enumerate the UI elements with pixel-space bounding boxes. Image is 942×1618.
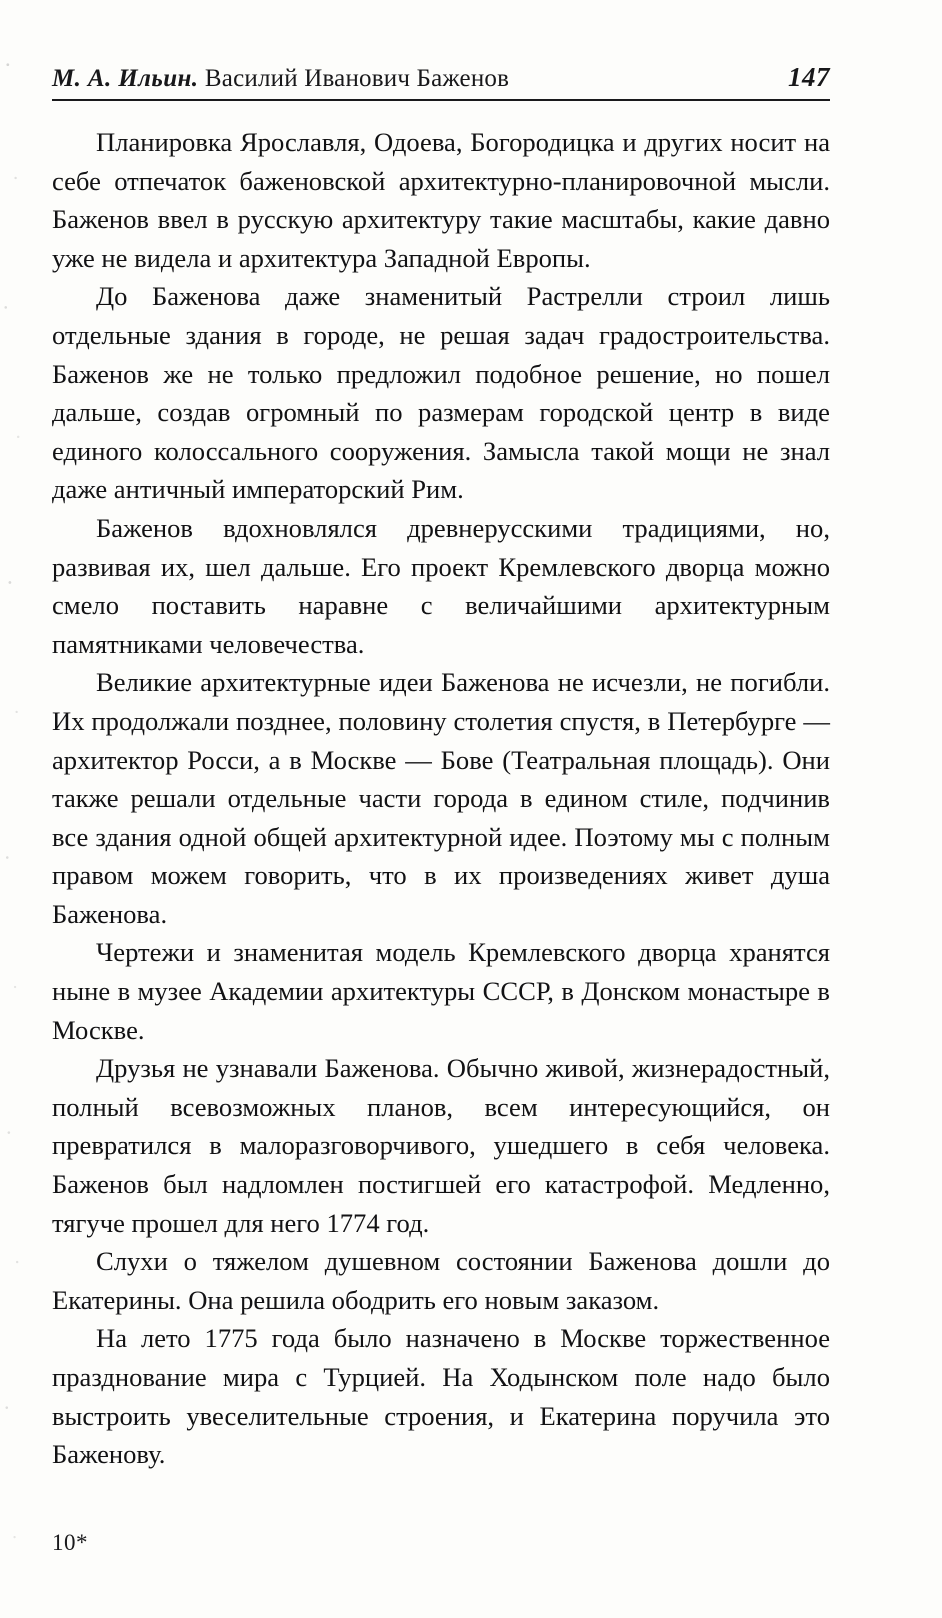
running-head-title: Василий Иванович Баженов <box>204 65 510 92</box>
page-content <box>52 0 830 1618</box>
paragraph: Друзья не узнавали Баженова. Обычно живой, жизнерадостный, полный всевозможных планов, всем интересующийся, он превратился в малоразговорчивого, ушедшего в себя человека. Баженов был надломлен постигшей его катастрофой. Медленно, тягуче прошел для него 1774 год. <box>52 1053 830 1238</box>
paragraph: Великие архитектурные идеи Баженова не исчезли, не погибли. Их продолжали позднее, половину столетия спустя, в Петербурге — архитектор Росси, а в Москве — Бове (Театральная площадь). Они также решали отдельные части города в едином стиле, подчинив все здания одной общей архитектурной идее. Поэтому мы с полным правом можем говорить, что в их произведениях живет душа Баженова. <box>52 667 830 929</box>
paragraph: Планировка Ярославля, Одоева, Богородицка и других носит на себе отпечаток баженовской архитектурно-планировочной мысли. Баженов ввел в русскую архитектуру такие масштабы, какие давно уже не видела и архитектура Западной Европы. <box>52 127 830 273</box>
body-text <box>52 123 830 1474</box>
paragraph: Чертежи и знаменитая модель Кремлевского дворца хранятся ныне в музее Академии архитектуры СССР, в Донском монастыре в Москве. <box>52 937 830 1045</box>
paragraph: Баженов вдохновлялся древнерусскими традициями, но, развивая их, шел дальше. Его проект Кремлевского дворца можно смело поставить наравне с величайшими архитектурным памятниками человечества. <box>52 512 830 659</box>
signature-mark: 10* <box>52 1530 88 1555</box>
page-number: 147 <box>788 62 830 92</box>
paragraph: На лето 1775 года было назначено в Москве торжественное празднование мира с Турцией. На Ходынском поле надо было выстроить увеселительные строения, и Екатерина поручила это Баженову. <box>52 1323 830 1470</box>
scan-edge-artifact <box>0 0 26 1618</box>
running-head-text <box>52 65 509 93</box>
paragraph: До Баженова даже знаменитый Растрелли строил лишь отдельные здания в городе, не решая задач градостроительства. Баженов же не только предложил подобное решение, но пошел дальше, создав огромный по размерам городской центр в виде единого колоссального сооружения. Замысла такой мощи не знал даже античный императорский Рим. <box>52 281 830 505</box>
paragraph: Слухи о тяжелом душевном состоянии Баженова дошли до Екатерины. Она решила ободрить его новым заказом. <box>52 1246 830 1315</box>
running-head <box>52 0 830 101</box>
running-head-author: М. А. Ильин. <box>52 65 199 92</box>
